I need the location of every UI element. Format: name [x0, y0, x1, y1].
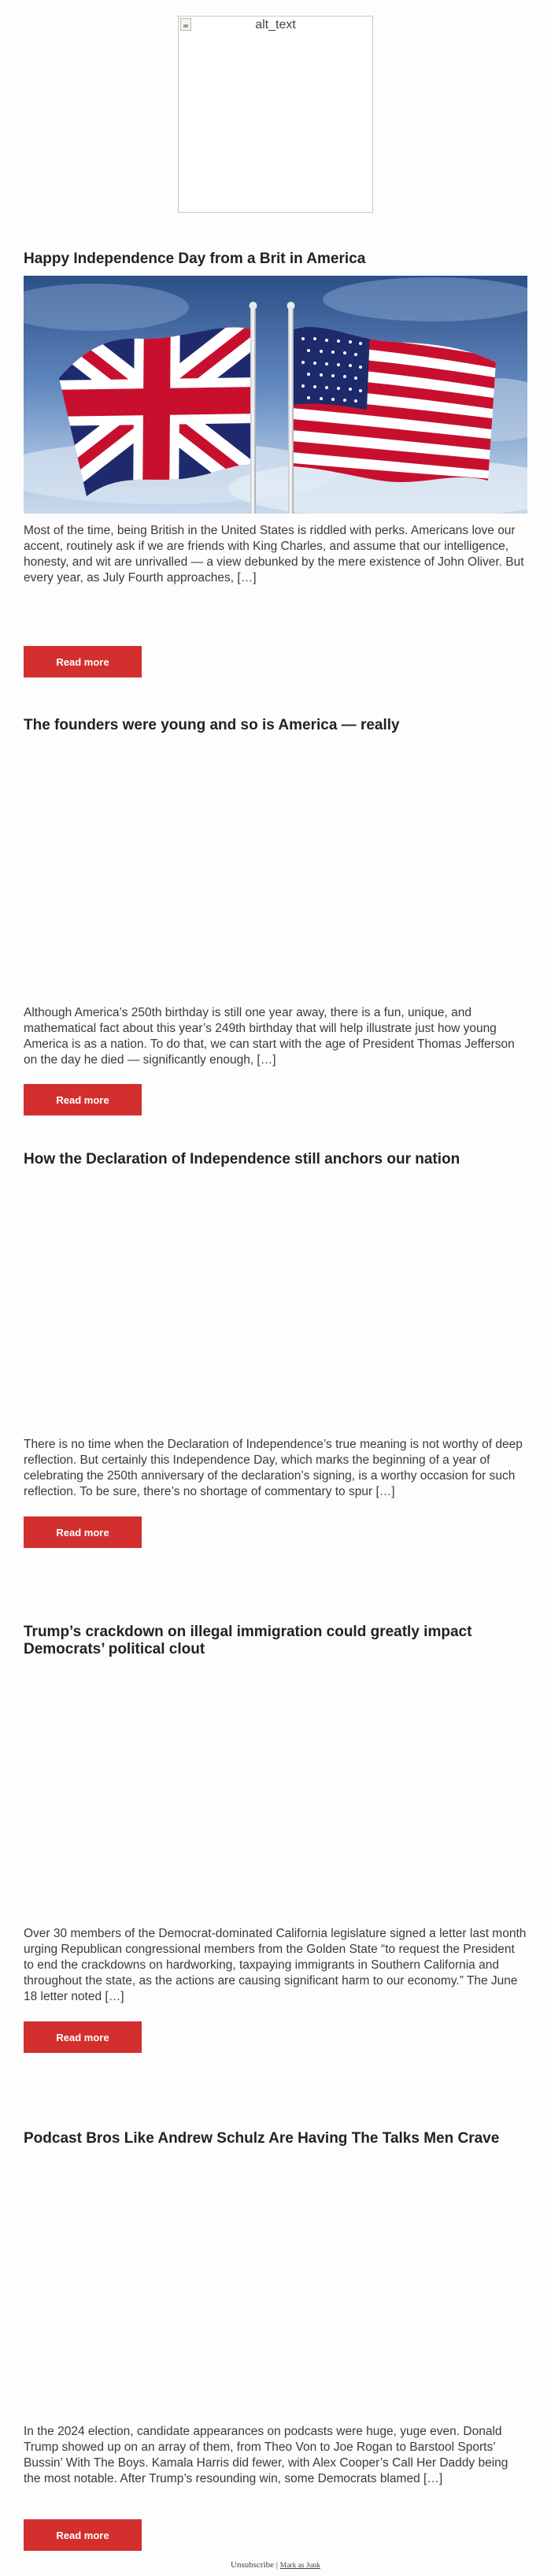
article-excerpt: Over 30 members of the Democrat-dominated California legislature signed a letter last month urging Republican congressional members from the Golden State “to request the President to end the crackdowns on hardworking, taxpaying immigrants in Southern California and throughout the state, as the actions are causing significant harm to our economy.” The June 18 letter noted […] — [24, 1927, 527, 2003]
read-more-button[interactable]: Read more — [24, 2519, 142, 2551]
read-more-button[interactable]: Read more — [24, 1516, 142, 1548]
article-title[interactable]: Podcast Bros Like Andrew Schulz Are Having The Talks Men Crave — [24, 2130, 500, 2147]
article-card — [24, 1624, 527, 2043]
article-title[interactable]: Happy Independence Day from a Brit in America — [24, 251, 366, 267]
footer — [0, 2560, 551, 2570]
article-card — [24, 2130, 527, 2541]
article-card — [24, 717, 527, 1106]
article-image-flags[interactable] — [24, 276, 527, 514]
mark-as-junk-link[interactable]: Mark as Junk — [279, 2562, 320, 2570]
article-image-placeholder[interactable] — [24, 742, 527, 1002]
header-image — [178, 16, 373, 213]
footer-separator: | — [276, 2560, 278, 2570]
article-image-placeholder[interactable] — [24, 1176, 527, 1436]
read-more-button[interactable]: Read more — [24, 646, 142, 677]
article-image-placeholder[interactable] — [24, 1666, 527, 1918]
article-image-placeholder[interactable] — [24, 2155, 527, 2415]
uk-us-flags-illustration — [24, 276, 527, 514]
article-card — [24, 251, 527, 668]
article-card — [24, 1151, 527, 1539]
article-excerpt: Most of the time, being British in the United States is riddled with perks. Americans love our accent, routinely ask if we are friends with King Charles, and assume that our intelligence, honesty, and wit are unrivalled — a view debunked by the mere existence of John Oliver. But every year, as July Fourth approaches, […] — [24, 524, 524, 585]
article-title[interactable]: The founders were young and so is America — really — [24, 717, 400, 733]
read-more-button[interactable]: Read more — [24, 2021, 142, 2053]
article-title[interactable]: Trump’s crackdown on illegal immigration could greatly impact Democrats’ political clout — [24, 1624, 472, 1657]
article-title[interactable]: How the Declaration of Independence still anchors our nation — [24, 1151, 460, 1167]
article-excerpt: There is no time when the Declaration of Independence’s true meaning is not worthy of deep reflection. But certainly this Independence Day, which marks the beginning of a year of celebrating the 250th anniversary of the declaration’s signing, is a worthy occasion for such reflection. To be sure, there’s no shortage of commentary to spur […] — [24, 1438, 523, 1498]
unsubscribe-text[interactable]: Unsubscribe — [231, 2560, 275, 2570]
header-image-alt: alt_text — [255, 18, 296, 32]
read-more-button[interactable]: Read more — [24, 1084, 142, 1115]
article-excerpt: In the 2024 election, candidate appearances on podcasts were huge, yuge even. Donald Trump showed up on an array of them, from Theo Von to Joe Rogan to Barstool Sports’ Bussin’ With The Boys. Kamala Harris did fewer, with Alex Cooper’s Call Her Daddy being the most notable. After Trump’s resounding win, some Democrats blamed […] — [24, 2425, 508, 2485]
article-excerpt: Although America’s 250th birthday is still one year away, there is a fun, unique, and mathematical fact about this year’s 249th birthday that will help illustrate just how young America is as a nation. To do that, we can start with the age of President Thomas Jefferson on the day he died — significantly enough, […] — [24, 1006, 515, 1067]
